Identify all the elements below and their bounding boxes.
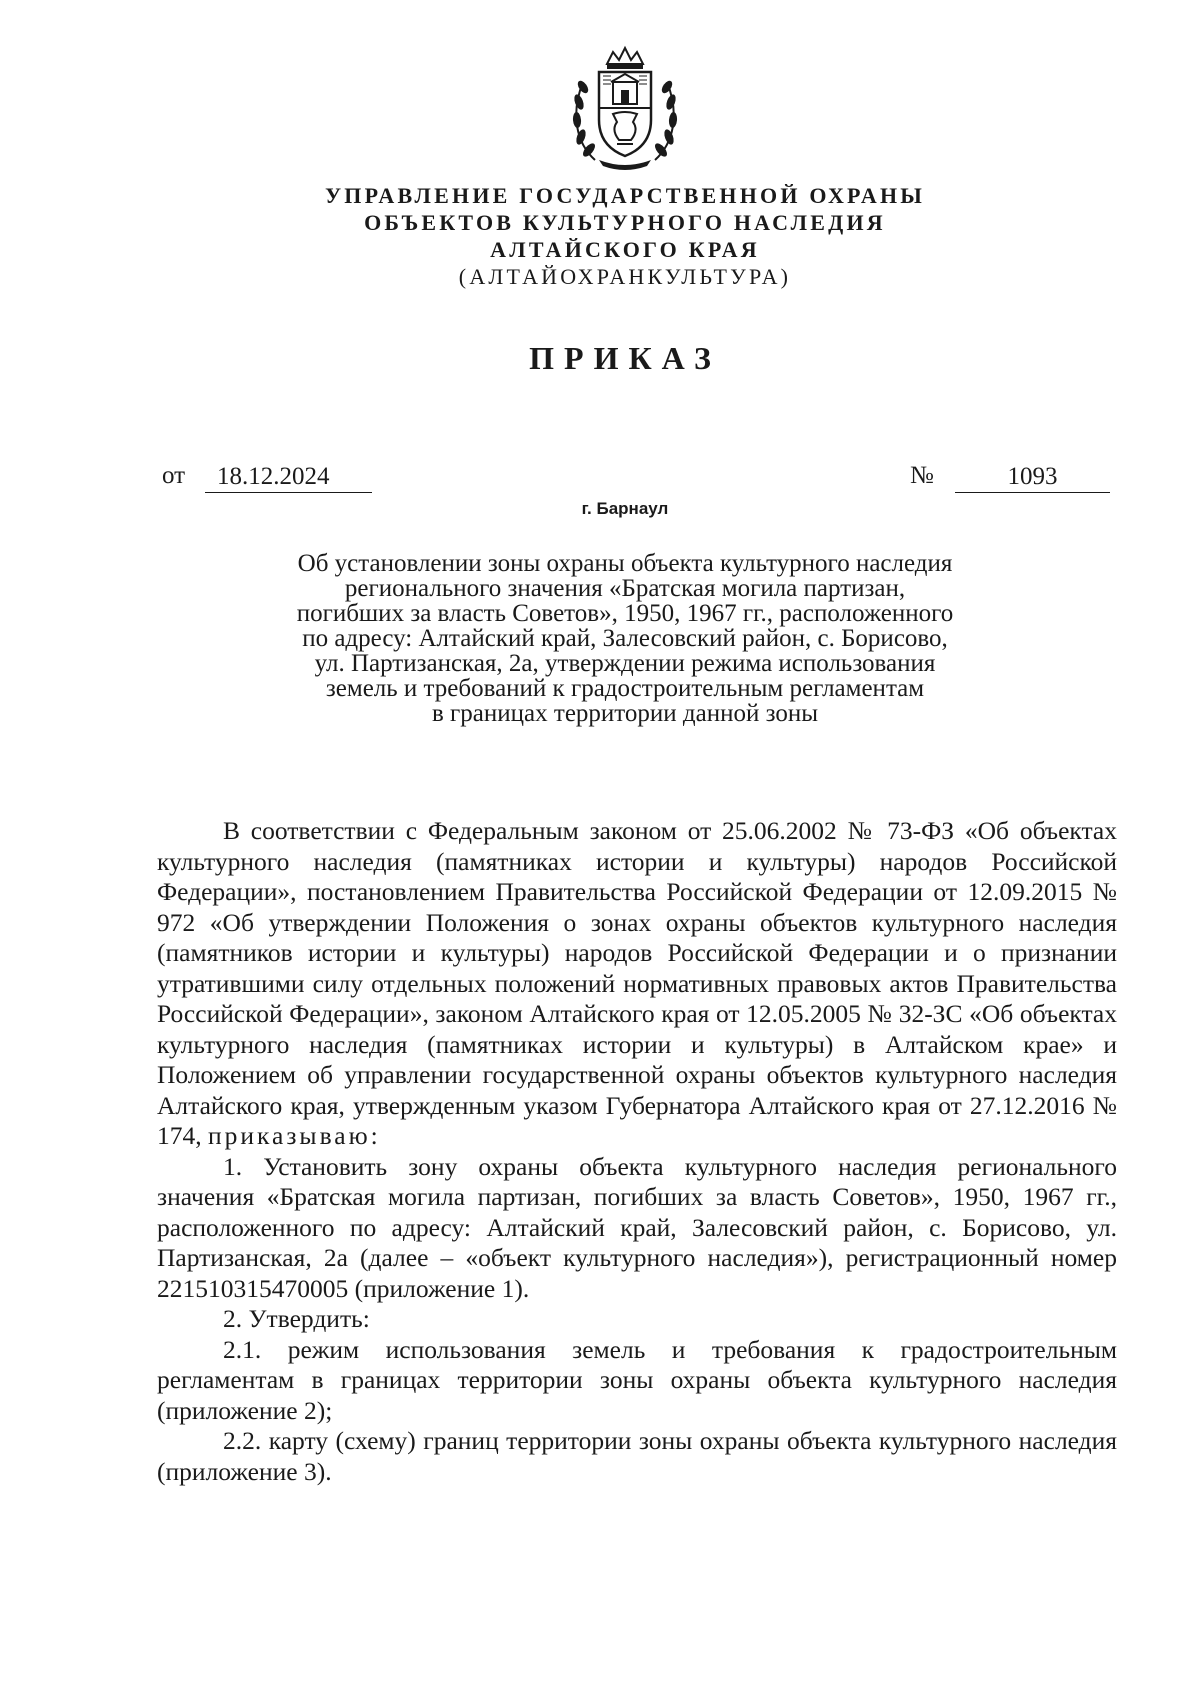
subject-line: регионального значения «Братская могила партизан, xyxy=(344,575,906,602)
order-number: 1093 xyxy=(955,462,1110,493)
item-2-paragraph: 2. Утвердить: xyxy=(223,1304,370,1333)
altai-krai-coat-of-arms-icon xyxy=(565,42,685,172)
order-subject xyxy=(0,551,1200,726)
date-label: от xyxy=(162,462,186,489)
order-body xyxy=(157,816,1117,1487)
item-2-1-paragraph: 2.1. режим использования земель и требования к градостроительным регламентам в границах территории зоны охраны объекта культурного наследия (приложение 2); xyxy=(157,1334,1117,1425)
order-date: 18.12.2024 xyxy=(205,462,372,493)
org-name-line-2: ОБЪЕКТОВ КУЛЬТУРНОГО НАСЛЕДИЯ xyxy=(364,210,886,235)
subject-line: Об установлении зоны охраны объекта культурного наследия xyxy=(297,550,953,577)
org-name-line-1: УПРАВЛЕНИЕ ГОСУДАРСТВЕННОЙ ОХРАНЫ xyxy=(324,183,926,208)
preamble-paragraph xyxy=(157,816,1117,1152)
city: г. Барнаул xyxy=(581,499,669,518)
org-short-name: (АЛТАЙОХРАНКУЛЬТУРА) xyxy=(458,264,792,289)
subject-line: ул. Партизанская, 2а, утверждении режима использования xyxy=(314,650,936,677)
item-1-paragraph: 1. Установить зону охраны объекта культурного наследия регионального значения «Братская могила партизан, погибших за власть Советов», 1950, 1967 гг., расположенного по адресу: Алтайский край, Залесовский район, с. Борисово, ул. Партизанская, 2а (далее – «объект культурного наследия»), регистрационный номер 221510315470005 (приложение 1). xyxy=(157,1151,1117,1303)
number-label: № xyxy=(910,462,934,489)
document-title: ПРИКАЗ xyxy=(529,340,721,376)
subject-line: по адресу: Алтайский край, Залесовский район, с. Борисово, xyxy=(302,625,948,652)
subject-line: в границах территории данной зоны xyxy=(432,700,818,727)
subject-line: погибших за власть Советов», 1950, 1967 гг., расположенного xyxy=(296,600,954,627)
preamble-text: В соответствии с Федеральным законом от 25.06.2002 № 73-ФЗ «Об объектах культурного наследия (памятниках истории и культуры) народов Российской Федерации», постановлением Правительства Российской Федерации от 12.09.2015 № 972 «Об утверждении Положения о зонах охраны объектов культурного наследия (памятников истории и культуры) народов Российской Федерации и о признании утратившими силу отдельных положений нормативных правовых актов Правительства Российской Федерации», законом Алтайского края от 12.05.2005 № 32-ЗС «Об объектах культурного наследия (памятниках истории и культуры) в Алтайском крае» и Положением об управлении государственной охраны объектов культурного наследия Алтайского края, утвержденным указом Губернатора Алтайского края от 27.12.2016 № 174, xyxy=(157,816,1117,1150)
org-name-line-3: АЛТАЙСКОГО КРАЯ xyxy=(490,237,760,262)
subject-line: земель и требований к градостроительным регламентам xyxy=(325,675,925,702)
order-word: приказываю: xyxy=(208,1121,381,1150)
item-2-2-paragraph: 2.2. карту (схему) границ территории зоны охраны объекта культурного наследия (приложение 3). xyxy=(157,1426,1117,1486)
